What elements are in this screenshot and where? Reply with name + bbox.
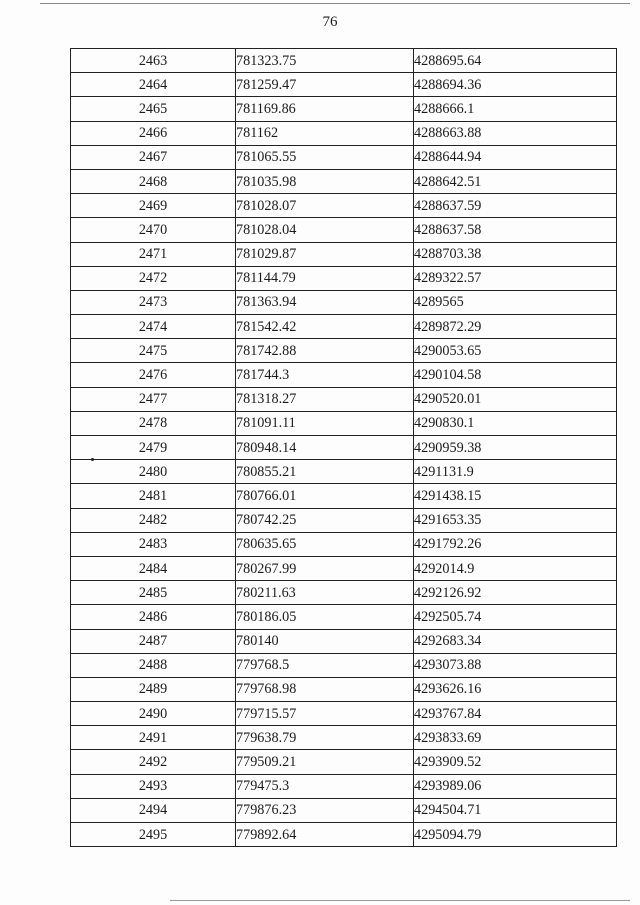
table-row [71,266,617,290]
table-row [71,460,617,484]
y-coordinate-cell: 4293989.06 [414,774,617,798]
x-coordinate-cell: 779638.79 [236,726,414,750]
table-row [71,823,617,847]
y-coordinate-cell: 4290053.65 [414,339,617,363]
x-coordinate-cell: 781162 [236,121,414,145]
table-row [71,194,617,218]
x-coordinate-cell: 780855.21 [236,460,414,484]
table-row [71,653,617,677]
table-row [71,436,617,460]
y-coordinate-cell: 4293833.69 [414,726,617,750]
point-id-cell: 2466 [71,121,236,145]
point-id-cell: 2479 [71,436,236,460]
x-coordinate-cell: 779768.5 [236,653,414,677]
x-coordinate-cell: 780948.14 [236,436,414,460]
table-row [71,798,617,822]
y-coordinate-cell: 4288637.59 [414,194,617,218]
y-coordinate-cell: 4293767.84 [414,702,617,726]
x-coordinate-cell: 780766.01 [236,484,414,508]
x-coordinate-cell: 781259.47 [236,73,414,97]
table-row [71,169,617,193]
table-row [71,605,617,629]
point-id-cell: 2477 [71,387,236,411]
point-id-cell: 2468 [71,169,236,193]
y-coordinate-cell: 4291653.35 [414,508,617,532]
point-id-cell: 2478 [71,411,236,435]
point-id-cell: 2485 [71,581,236,605]
x-coordinate-cell: 781065.55 [236,145,414,169]
y-coordinate-cell: 4289322.57 [414,266,617,290]
y-coordinate-cell: 4293909.52 [414,750,617,774]
y-coordinate-cell: 4288666.1 [414,97,617,121]
x-coordinate-cell: 780140 [236,629,414,653]
x-coordinate-cell: 781028.07 [236,194,414,218]
point-id-cell: 2472 [71,266,236,290]
x-coordinate-cell: 779892.64 [236,823,414,847]
x-coordinate-cell: 781144.79 [236,266,414,290]
y-coordinate-cell: 4292683.34 [414,629,617,653]
point-id-cell: 2494 [71,798,236,822]
x-coordinate-cell: 780635.65 [236,532,414,556]
y-coordinate-cell: 4292126.92 [414,581,617,605]
y-coordinate-cell: 4293626.16 [414,677,617,701]
x-coordinate-cell: 779475.3 [236,774,414,798]
x-coordinate-cell: 781091.11 [236,411,414,435]
point-id-cell: 2488 [71,653,236,677]
table-row [71,290,617,314]
page-number: 76 [322,14,338,30]
table-row [71,774,617,798]
x-coordinate-cell: 781323.75 [236,49,414,73]
x-coordinate-cell: 780186.05 [236,605,414,629]
point-id-cell: 2476 [71,363,236,387]
table-row [71,411,617,435]
y-coordinate-cell: 4288642.51 [414,169,617,193]
y-coordinate-cell: 4290830.1 [414,411,617,435]
y-coordinate-cell: 4290520.01 [414,387,617,411]
y-coordinate-cell: 4288694.36 [414,73,617,97]
x-coordinate-cell: 781363.94 [236,290,414,314]
table-row [71,315,617,339]
y-coordinate-cell: 4288644.94 [414,145,617,169]
x-coordinate-cell: 779768.98 [236,677,414,701]
table-row [71,242,617,266]
y-coordinate-cell: 4290104.58 [414,363,617,387]
y-coordinate-cell: 4288637.58 [414,218,617,242]
table-row [71,508,617,532]
y-coordinate-cell: 4288703.38 [414,242,617,266]
y-coordinate-cell: 4292014.9 [414,556,617,580]
table-row [71,73,617,97]
point-id-cell: 2467 [71,145,236,169]
point-id-cell: 2473 [71,290,236,314]
x-coordinate-cell: 781169.86 [236,97,414,121]
point-id-cell: 2471 [71,242,236,266]
y-coordinate-cell: 4288663.88 [414,121,617,145]
point-id-cell: 2463 [71,49,236,73]
point-id-cell: 2480 [71,460,236,484]
table-row [71,484,617,508]
table-row [71,97,617,121]
x-coordinate-cell: 779509.21 [236,750,414,774]
point-id-cell: 2464 [71,73,236,97]
table-row [71,532,617,556]
table-row [71,49,617,73]
y-coordinate-cell: 4295094.79 [414,823,617,847]
table-row [71,581,617,605]
point-id-cell: 2470 [71,218,236,242]
point-id-cell: 2495 [71,823,236,847]
point-id-cell: 2483 [71,532,236,556]
point-id-cell: 2489 [71,677,236,701]
table-row [71,339,617,363]
table-row [71,629,617,653]
table-row [71,726,617,750]
point-id-cell: 2469 [71,194,236,218]
x-coordinate-cell: 781035.98 [236,169,414,193]
scan-speck [91,458,94,461]
table-row [71,750,617,774]
point-id-cell: 2482 [71,508,236,532]
point-id-cell: 2487 [71,629,236,653]
y-coordinate-cell: 4291792.26 [414,532,617,556]
table-row [71,556,617,580]
point-id-cell: 2475 [71,339,236,363]
coordinates-table-body [71,49,617,847]
table-row [71,145,617,169]
top-rule [40,3,630,4]
x-coordinate-cell: 780267.99 [236,556,414,580]
point-id-cell: 2492 [71,750,236,774]
x-coordinate-cell: 779876.23 [236,798,414,822]
table-row [71,677,617,701]
point-id-cell: 2465 [71,97,236,121]
y-coordinate-cell: 4291131.9 [414,460,617,484]
x-coordinate-cell: 781318.27 [236,387,414,411]
point-id-cell: 2491 [71,726,236,750]
table-row [71,363,617,387]
x-coordinate-cell: 781542.42 [236,315,414,339]
y-coordinate-cell: 4292505.74 [414,605,617,629]
table-row [71,218,617,242]
y-coordinate-cell: 4289565 [414,290,617,314]
x-coordinate-cell: 781028.04 [236,218,414,242]
point-id-cell: 2484 [71,556,236,580]
y-coordinate-cell: 4288695.64 [414,49,617,73]
coordinates-table [70,48,617,847]
x-coordinate-cell: 781744.3 [236,363,414,387]
point-id-cell: 2481 [71,484,236,508]
table-row [71,387,617,411]
point-id-cell: 2486 [71,605,236,629]
y-coordinate-cell: 4290959.38 [414,436,617,460]
x-coordinate-cell: 781742.88 [236,339,414,363]
point-id-cell: 2493 [71,774,236,798]
point-id-cell: 2490 [71,702,236,726]
point-id-cell: 2474 [71,315,236,339]
y-coordinate-cell: 4291438.15 [414,484,617,508]
y-coordinate-cell: 4293073.88 [414,653,617,677]
table-row [71,121,617,145]
y-coordinate-cell: 4289872.29 [414,315,617,339]
bottom-rule [170,900,630,901]
x-coordinate-cell: 781029.87 [236,242,414,266]
x-coordinate-cell: 780211.63 [236,581,414,605]
x-coordinate-cell: 780742.25 [236,508,414,532]
y-coordinate-cell: 4294504.71 [414,798,617,822]
table-row [71,702,617,726]
x-coordinate-cell: 779715.57 [236,702,414,726]
